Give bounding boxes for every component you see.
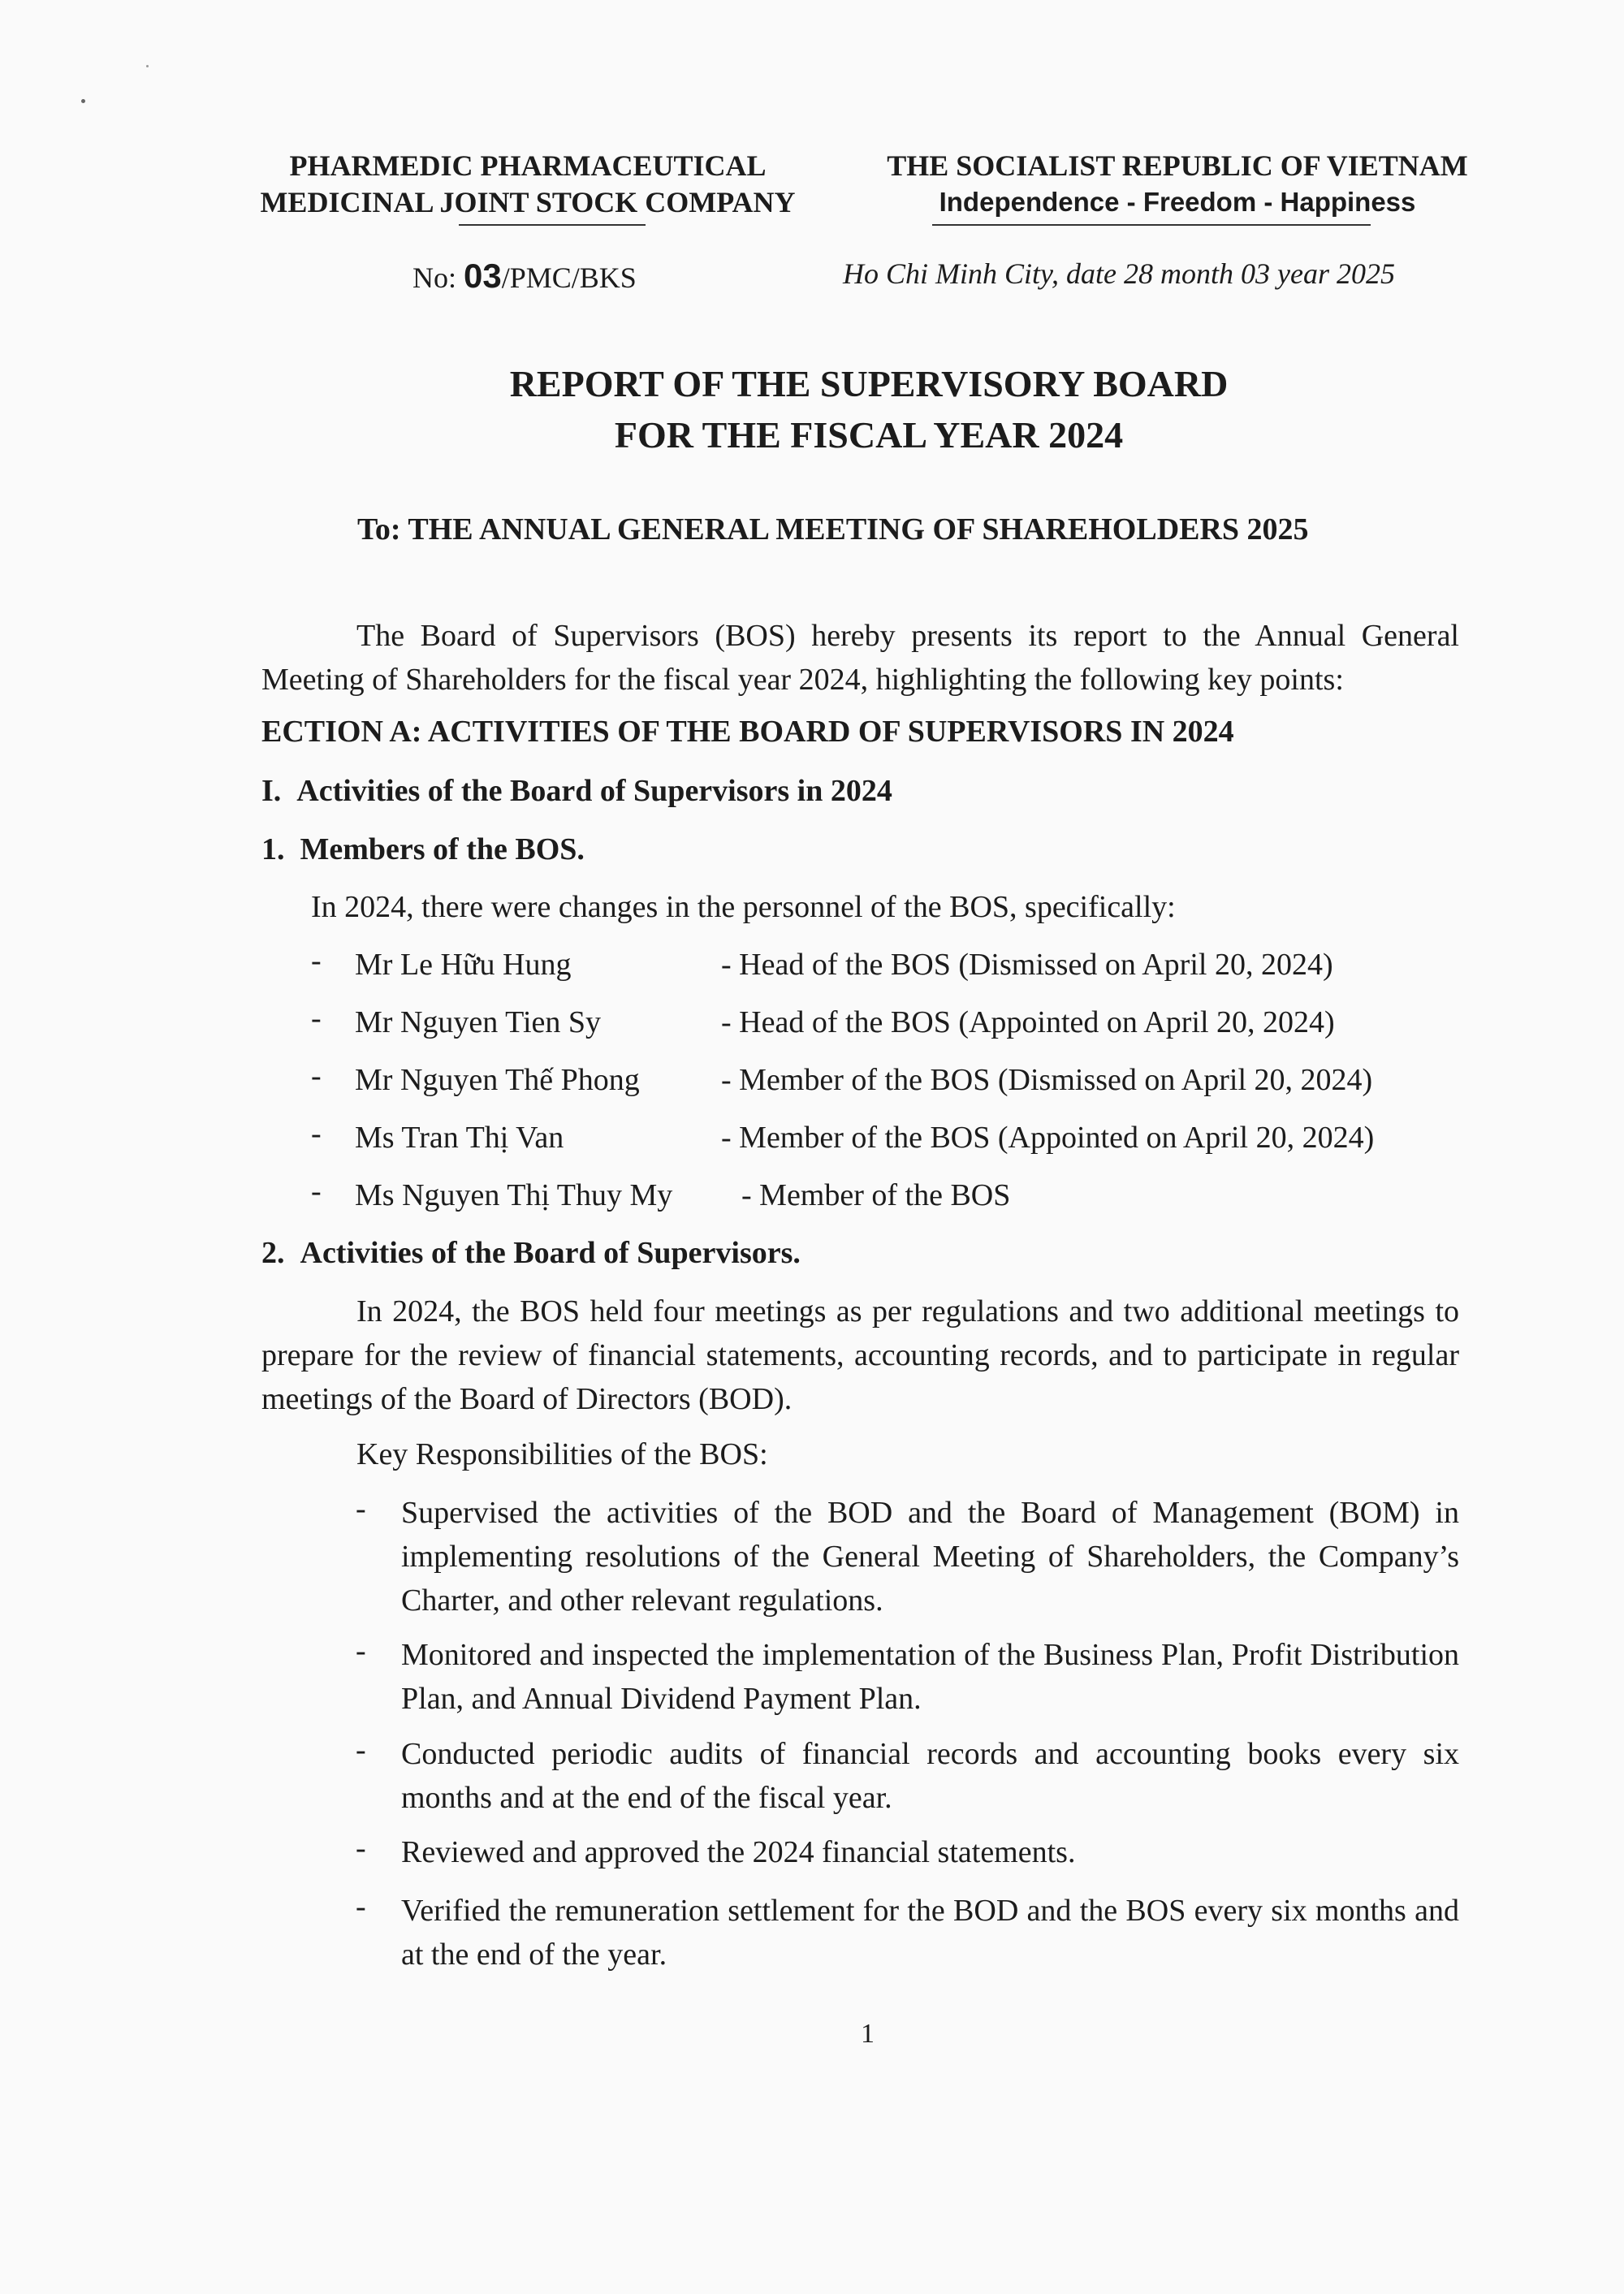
responsibility-text: Verified the remuneration settlement for the BOD and the BOS every six months and at the end of the year. [401, 1894, 1459, 1972]
country-name: THE SOCIALIST REPUBLIC OF VIETNAM [887, 149, 1468, 182]
bullet-dash: - [356, 1890, 366, 1924]
national-motto: Independence - Freedom - Happiness [939, 187, 1416, 217]
report-title-line1: REPORT OF THE SUPERVISORY BOARD [509, 363, 1229, 404]
bullet-dash: - [311, 1001, 322, 1035]
bullet-dash: - [356, 1492, 366, 1526]
bullet-dash: - [311, 1059, 322, 1093]
heading-members: 1. Members of the BOS. [261, 832, 585, 866]
document-number-suffix: /PMC/BKS [501, 261, 637, 294]
member-name: Ms Nguyen Thị Thuy My [355, 1178, 673, 1212]
member-name: Ms Tran Thị Van [355, 1121, 564, 1155]
bullet-dash: - [356, 1634, 366, 1668]
document-number [412, 257, 637, 296]
responsibility-text: Conducted periodic audits of financial records and accounting books every six months and at the end of the fiscal year. [401, 1737, 1459, 1815]
motto-underline [932, 224, 1371, 226]
scan-speck [146, 65, 149, 67]
company-name-line1: PHARMEDIC PHARMACEUTICAL [289, 149, 767, 182]
report-title-line2: FOR THE FISCAL YEAR 2024 [614, 414, 1124, 456]
intro-paragraph: The Board of Supervisors (BOS) hereby presents its report to the Annual General Meeting of Shareholders for the fiscal year 2024, highlighting the following key points: [261, 619, 1459, 697]
bullet-dash: - [356, 1733, 366, 1767]
member-name: Mr Le Hữu Hung [355, 948, 572, 982]
document-number-value: 03 [464, 257, 502, 295]
company-name-line2: MEDICINAL JOINT STOCK COMPANY [260, 186, 796, 218]
member-role: - Member of the BOS (Appointed on April 20, 2024) [721, 1121, 1375, 1155]
bullet-dash: - [356, 1831, 366, 1865]
member-name: Mr Nguyen Thế Phong [355, 1063, 640, 1097]
scan-speck [81, 99, 85, 103]
section-a-heading: ECTION A: ACTIVITIES OF THE BOARD OF SUPERVISORS IN 2024 [261, 715, 1234, 749]
heading-activities-2024: I. Activities of the Board of Supervisors in 2024 [261, 774, 892, 808]
responsibility-text: Supervised the activities of the BOD and the Board of Management (BOM) in implementing resolutions of the General Meeting of Shareholders, the Company’s Charter, and other relevant regulations. [401, 1496, 1459, 1618]
bullet-dash: - [311, 944, 322, 978]
responsibility-text: Reviewed and approved the 2024 financial statements. [401, 1835, 1076, 1869]
member-name: Mr Nguyen Tien Sy [355, 1005, 601, 1039]
heading-bos-activities: 2. Activities of the Board of Supervisors. [261, 1236, 801, 1270]
document-number-label: No: [412, 261, 464, 294]
responsibilities-label: Key Responsibilities of the BOS: [356, 1437, 768, 1471]
members-intro: In 2024, there were changes in the personnel of the BOS, specifically: [311, 890, 1176, 924]
company-underline [459, 224, 646, 226]
member-role: - Member of the BOS (Dismissed on April 20, 2024) [721, 1063, 1373, 1097]
place-and-date: Ho Chi Minh City, date 28 month 03 year 2025 [843, 257, 1395, 290]
member-role: - Member of the BOS [741, 1178, 1011, 1212]
bullet-dash: - [311, 1117, 322, 1151]
member-role: - Head of the BOS (Appointed on April 20, 2024) [721, 1005, 1335, 1039]
responsibility-text: Monitored and inspected the implementation of the Business Plan, Profit Distribution Plan, and Annual Dividend Payment Plan. [401, 1638, 1459, 1716]
activities-paragraph: In 2024, the BOS held four meetings as per regulations and two additional meetings to prepare for the review of financial statements, accounting records, and to participate in regular meetings of the Board of Directors (BOD). [261, 1294, 1459, 1416]
member-role: - Head of the BOS (Dismissed on April 20, 2024) [721, 948, 1333, 982]
page-number: 1 [861, 2019, 875, 2049]
report-recipient: To: THE ANNUAL GENERAL MEETING OF SHAREHOLDERS 2025 [357, 512, 1309, 546]
bullet-dash: - [311, 1174, 322, 1208]
